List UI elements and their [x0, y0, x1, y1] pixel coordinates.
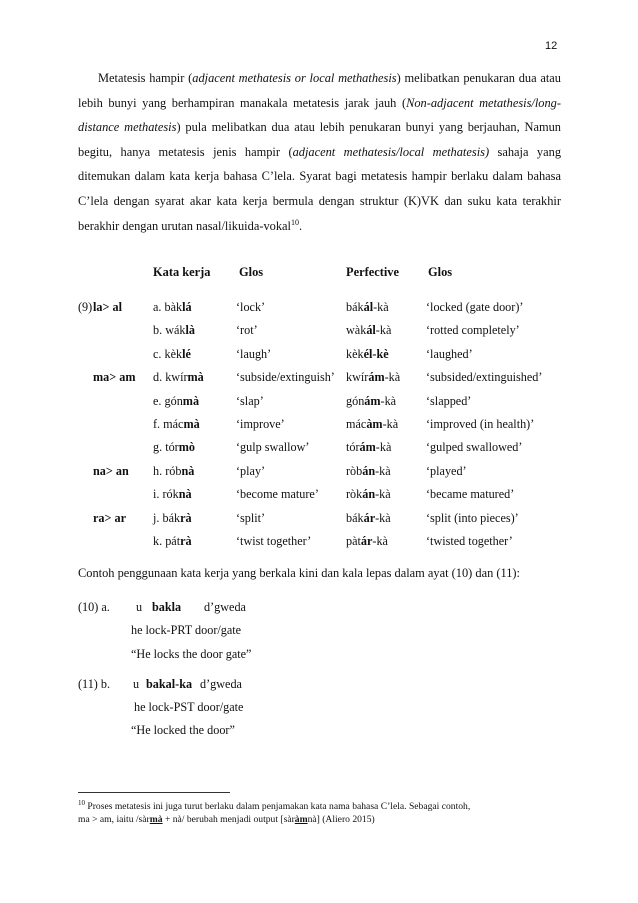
footnote-line-2 [78, 813, 558, 826]
table-perfective [346, 323, 391, 338]
perfective-metathesis-segment: ám [368, 370, 385, 385]
para-text-3: ) pula melibatkan dua atau lebih penukaran bunyi yang berjauhan, Namun begitu, hanya metatesis jenis hampir ( [78, 120, 562, 159]
table-gloss: ‘lock’ [236, 300, 266, 314]
table-verb [153, 534, 192, 549]
ex10-translation: “He locks the door gate” [131, 647, 252, 661]
perfective-suffix: -kà [375, 487, 391, 502]
table-perfective-gloss: ‘split (into pieces)’ [426, 510, 519, 525]
footnote-text-2a: ma > am, iaitu /sàr [78, 814, 150, 826]
table-perfective [346, 300, 389, 315]
table-verb [153, 347, 191, 362]
verb-metathesis-segment: mà [182, 393, 200, 408]
table-rule-label: ra> ar [93, 510, 126, 525]
perfective-root: kwír [346, 370, 369, 385]
table-perfective [346, 417, 398, 432]
table-perfective [346, 487, 391, 502]
verb-metathesis-segment: là [185, 323, 195, 338]
verb-root: g. tór [153, 440, 179, 455]
perfective-metathesis-segment: ál [363, 300, 374, 314]
footnote [78, 797, 558, 826]
perfective-metathesis-segment: ám [364, 393, 381, 408]
verb-metathesis-segment: nà [178, 487, 192, 502]
table-gloss: ‘gulp swallow’ [236, 440, 310, 455]
footnote-line-1 [78, 797, 558, 813]
perfective-suffix: -kà [373, 300, 389, 314]
ex10-pronoun: u [136, 600, 143, 614]
header-glos: Glos [239, 265, 264, 279]
perfective-root: bák [346, 510, 364, 525]
para-italic-1: adjacent methatesis or local methathesis [192, 71, 397, 85]
table-verb [153, 511, 192, 526]
verb-metathesis-segment: mò [178, 440, 195, 455]
perfective-root: kèk [346, 346, 364, 361]
perfective-root: ròk [346, 487, 363, 502]
perfective-suffix: -kà [384, 370, 401, 385]
perfective-root: tór [346, 440, 360, 455]
table-perfective [346, 394, 396, 409]
perfective-suffix: -kà [375, 510, 391, 525]
table-verb [153, 417, 200, 432]
table-perfective [346, 440, 391, 455]
verb-root: k. pát [153, 534, 181, 548]
perfective-suffix: -kà [372, 534, 388, 548]
table-perfective-gloss: ‘subsided/extinguished’ [426, 370, 543, 385]
ex10-label: (10) a. [78, 600, 110, 614]
para-italic-3: adjacent methatesis/local methatesis) [292, 144, 490, 159]
verb-root: a. bàk [153, 300, 183, 314]
page-number: 12 [545, 40, 558, 52]
perfective-suffix: -kà [375, 323, 392, 338]
table-perfective [346, 347, 389, 362]
table-verb [153, 487, 192, 502]
header-perfective: Perfective [346, 265, 399, 279]
para-text-end: . [298, 218, 303, 233]
table-gloss: ‘rot’ [236, 323, 258, 338]
table-perfective-gloss: ‘gulped swallowed’ [426, 440, 523, 455]
table-verb [153, 440, 195, 455]
ex11-gloss: he lock-PST door/gate [134, 700, 244, 714]
perfective-root: pàt [346, 534, 361, 548]
table-gloss: ‘laugh’ [236, 346, 272, 361]
table-gloss: ‘play’ [236, 463, 266, 478]
intro-sentence: Contoh penggunaan kata kerja yang berkala kini dan kala lepas dalam ayat (10) dan (11): [78, 566, 520, 580]
ex11-label: (11) b. [78, 677, 111, 691]
verb-root: f. mác [153, 417, 184, 431]
table-gloss: ‘twist together’ [236, 534, 312, 548]
table-perfective-gloss: ‘laughed’ [426, 346, 473, 361]
table-perfective [346, 511, 391, 526]
perfective-suffix: -kà [375, 463, 391, 478]
perfective-root: gón [346, 393, 365, 408]
verb-root: c. kèk [153, 346, 183, 361]
table-rule-label: ma> am [93, 370, 136, 385]
verb-root: j. bák [153, 510, 181, 525]
perfective-metathesis-segment: ám [359, 440, 376, 455]
verb-root: e. gón [153, 393, 183, 408]
table-gloss: ‘subside/extinguish’ [236, 370, 335, 385]
table-verb [153, 394, 199, 409]
table-gloss: ‘become mature’ [236, 487, 319, 502]
table-perfective [346, 370, 400, 385]
table-perfective-gloss: ‘improved (in health)’ [426, 417, 535, 431]
para-text-2: ) melibatkan penukaran dua atau lebih bunyi yang berhampiran manakala metatesis jarak jauh ( [78, 71, 561, 110]
verb-root: h. rób [153, 463, 182, 478]
table-perfective-gloss: ‘slapped’ [426, 393, 472, 408]
table-gloss: ‘split’ [236, 510, 266, 525]
table-verb [153, 370, 204, 385]
ex10-verb: bakla [152, 600, 182, 614]
perfective-root: mác [346, 417, 367, 431]
header-kata-kerja: Kata kerja [153, 265, 211, 279]
verb-metathesis-segment: mà [183, 417, 200, 431]
verb-root: b. wák [153, 323, 186, 338]
perfective-metathesis-segment: án [362, 463, 376, 478]
footnote-bold-1: mà [149, 814, 163, 826]
perfective-metathesis-segment: él [363, 346, 373, 361]
footnote-text-2b: + nà/ berubah menjadi output [sàr [162, 814, 295, 826]
table-rule-label: la> al [93, 300, 122, 314]
table-perfective [346, 464, 391, 479]
perfective-metathesis-segment: án [362, 487, 376, 502]
perfective-metathesis-segment: ár [363, 510, 376, 525]
table-rule-label: na> an [93, 463, 129, 478]
table-perfective-gloss: ‘rotted completely’ [426, 323, 520, 338]
perfective-root: bák [346, 300, 364, 314]
perfective-root: wàk [346, 323, 367, 338]
table-perfective-gloss: ‘twisted together’ [426, 534, 513, 548]
perfective-suffix: -kà [375, 440, 392, 455]
header-glos-perfective: Glos [428, 265, 453, 279]
perfective-metathesis-segment: ál [366, 323, 376, 338]
verb-root: i. rók [153, 487, 179, 502]
verb-root: d. kwír [153, 370, 188, 385]
perfective-metathesis-segment: àm [366, 417, 383, 431]
perfective-suffix: -kà [380, 393, 397, 408]
table-perfective-gloss: ‘locked (gate door)’ [426, 300, 524, 314]
para-text-1: Metatesis hampir ( [98, 71, 193, 85]
perfective-suffix: -kà [382, 417, 399, 431]
verb-metathesis-segment: mà [187, 370, 204, 385]
verb-metathesis-segment: rà [180, 510, 192, 525]
ex11-verb: bakal-ka [146, 677, 193, 691]
footnote-bold-2: àm [294, 814, 308, 826]
perfective-root: ròb [346, 463, 363, 478]
footnote-divider [78, 792, 230, 793]
table-verb [153, 464, 194, 479]
para-italic-2: Non-adjacent metathesis/long-distance methatesis [78, 95, 562, 135]
ex11-object: d’gweda [200, 677, 242, 691]
table-gloss: ‘improve’ [236, 417, 285, 431]
verb-metathesis-segment: lé [182, 346, 191, 361]
ex11-translation: “He locked the door” [131, 723, 235, 737]
verb-metathesis-segment: nà [181, 463, 195, 478]
footnote-text-1: Proses metatesis ini juga turut berlaku dalam penjamakan kata nama bahasa C’lela. Sebagai contoh, [85, 801, 471, 813]
table-perfective [346, 534, 388, 549]
footnote-number: 10 [78, 799, 85, 807]
perfective-metathesis-segment: ár [360, 534, 373, 548]
verb-metathesis-segment: rà [180, 534, 192, 548]
footnote-text-2c: nà] (Aliero 2015) [307, 814, 375, 826]
table-verb [153, 300, 192, 315]
table-perfective-gloss: ‘played’ [426, 463, 467, 478]
footnote-ref: 10 [290, 217, 299, 227]
ex10-gloss: he lock-PRT door/gate [131, 623, 242, 637]
perfective-suffix: -kè [372, 346, 389, 361]
table-verb [153, 323, 195, 338]
ex11-pronoun: u [133, 677, 140, 691]
para-text-4: sahaja yang ditemukan dalam kata kerja bahasa C’lela. Syarat bagi metatesis hampir berlaku dalam bahasa C’lela dengan syarat akar kata kerja bermula dengan struktur (K)VK dan suku kata terakhir berakhir dengan urutan nasal/likuida-vokal [78, 144, 562, 233]
verb-metathesis-segment: lá [182, 300, 192, 314]
body-paragraph [78, 66, 561, 238]
table-perfective-gloss: ‘became matured’ [426, 487, 515, 502]
table-gloss: ‘slap’ [236, 393, 264, 408]
example-number-9: (9) [78, 300, 93, 314]
ex10-object: d’gweda [204, 600, 246, 614]
